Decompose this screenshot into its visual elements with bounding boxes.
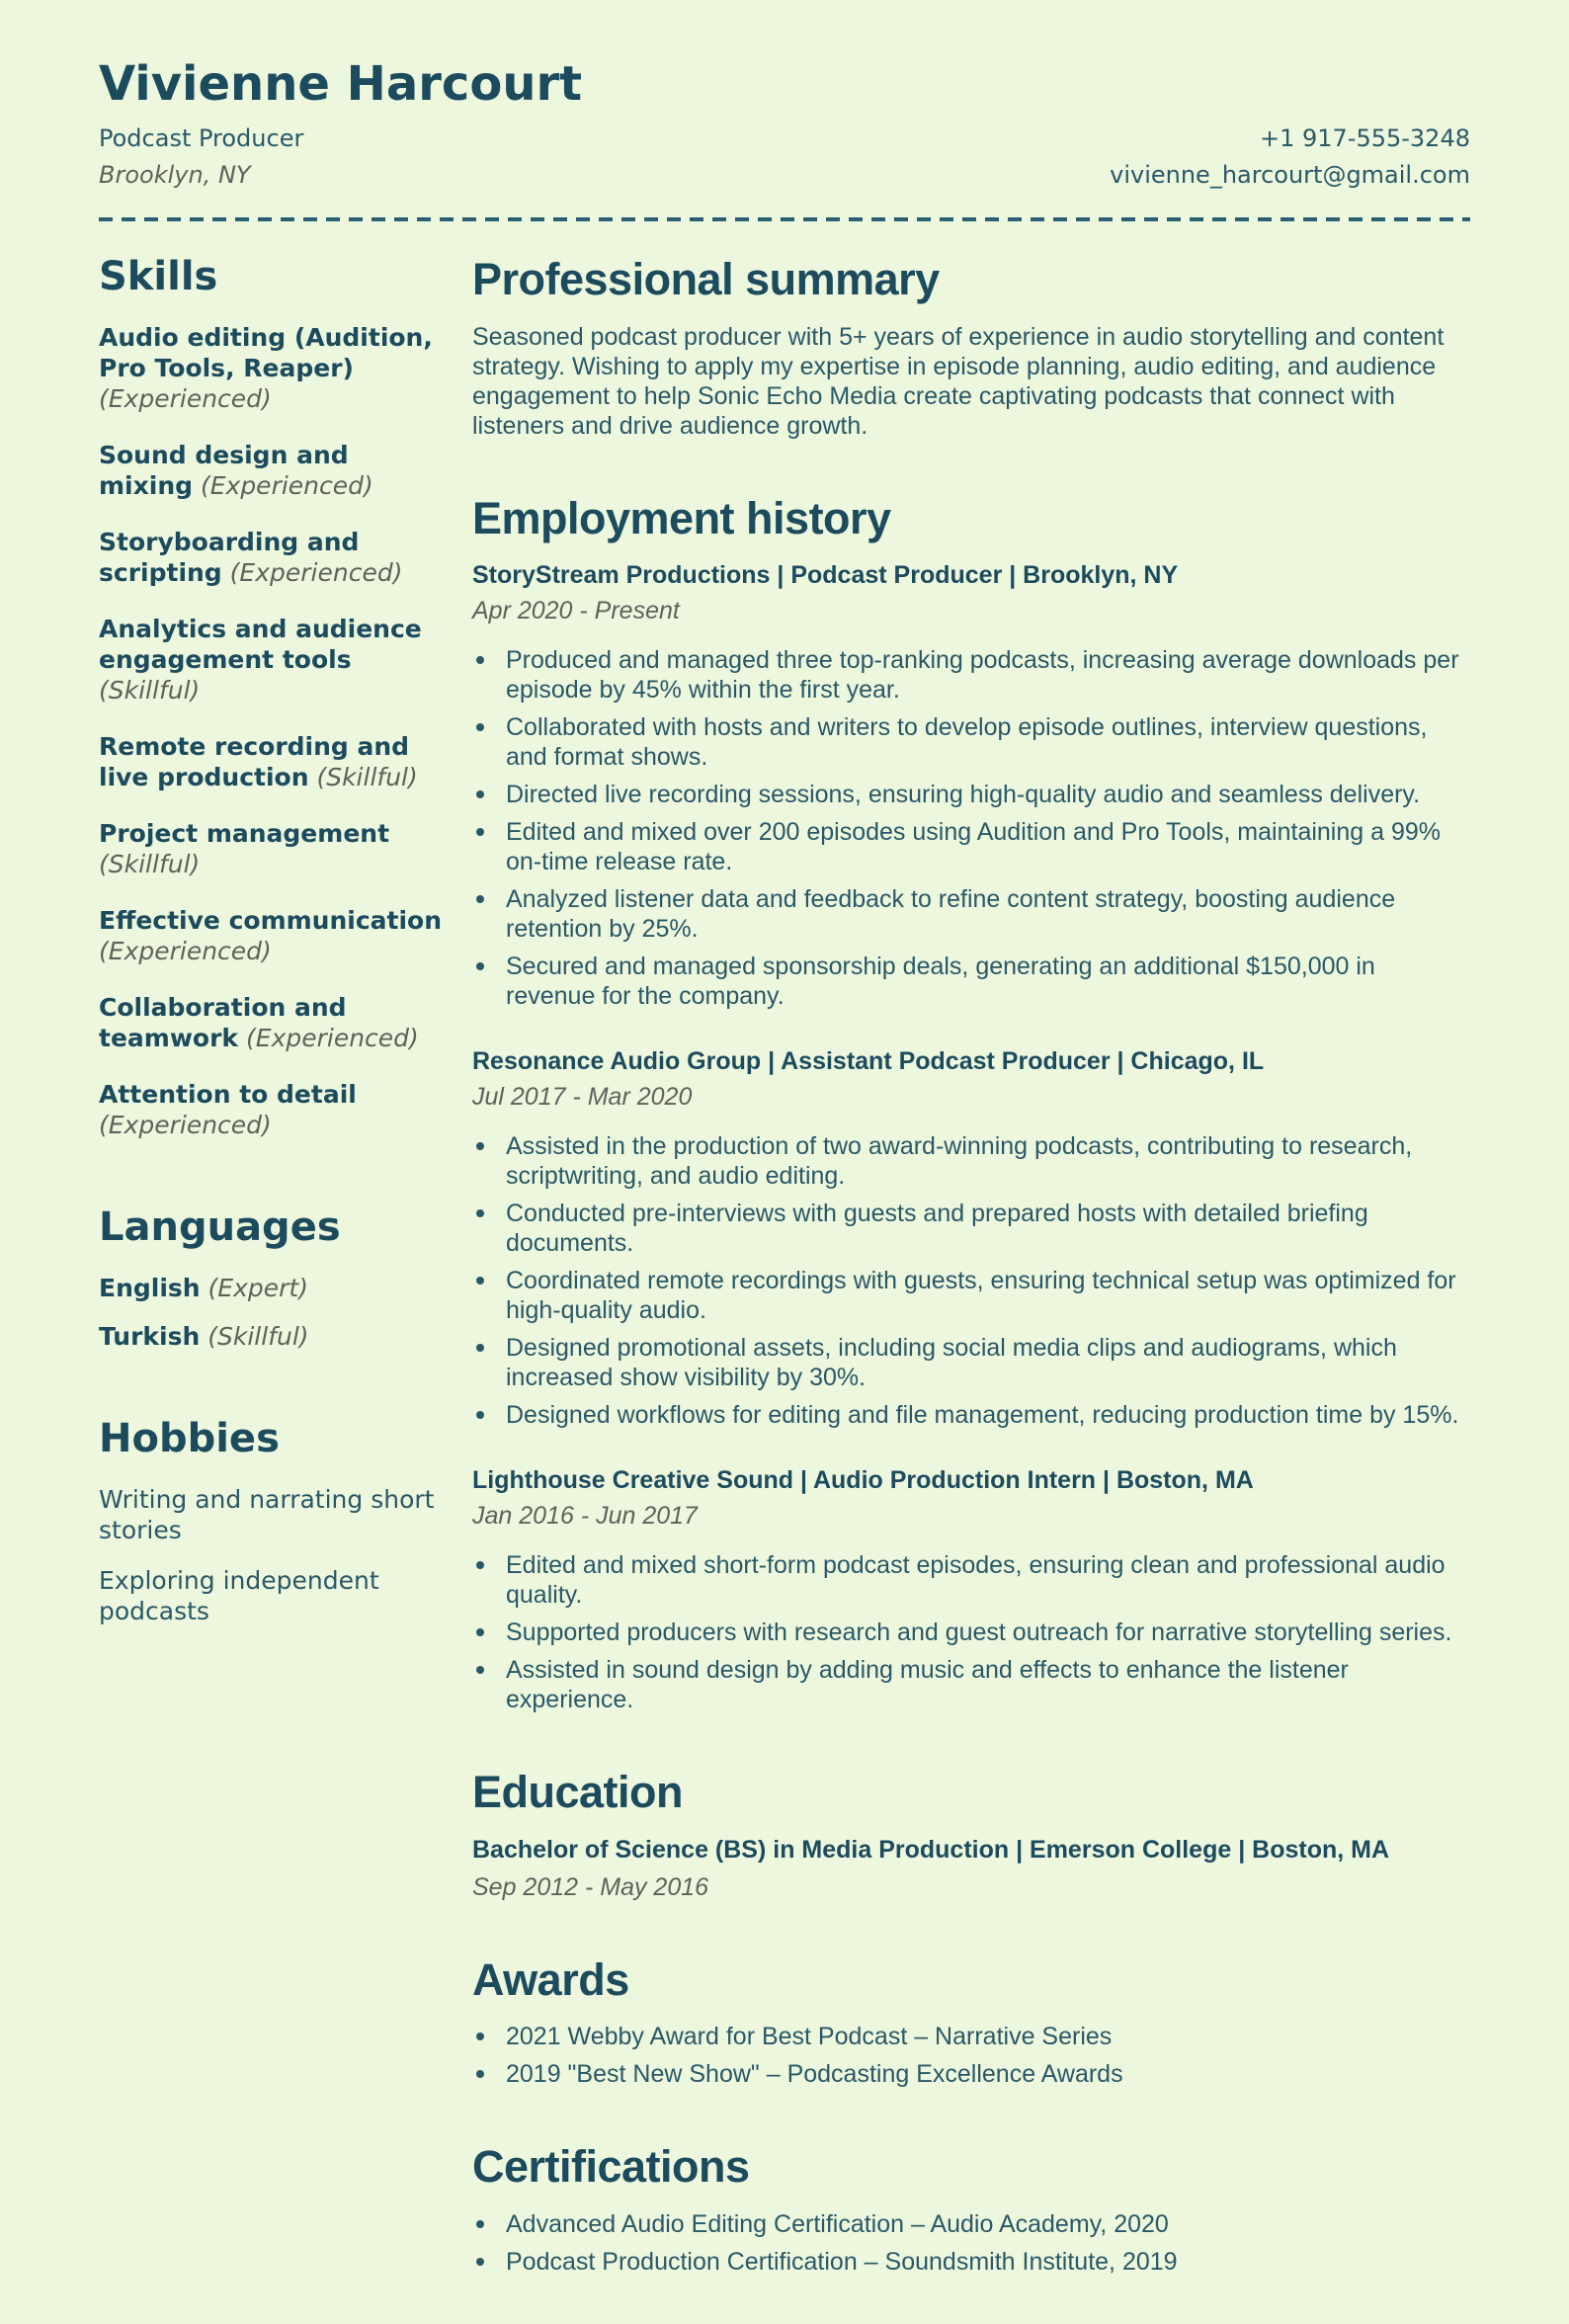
job-bullet: Edited and mixed over 200 episodes using Audition and Pro Tools, maintaining a 99% on-time release rate. xyxy=(472,817,1470,876)
language-name: Turkish xyxy=(99,1322,201,1352)
award-item: 2019 "Best New Show" – Podcasting Excellence Awards xyxy=(472,2059,1470,2089)
job-dates: Jan 2016 - Jun 2017 xyxy=(472,1502,698,1531)
skill-level: (Experienced) xyxy=(99,937,272,966)
job-bullet-list xyxy=(472,1550,1470,1714)
degree-title: Bachelor of Science (BS) in Media Production | Emerson College | Boston, MA xyxy=(472,1835,1390,1864)
skill-name: Sound design and mixing xyxy=(99,441,349,501)
award-item: 2021 Webby Award for Best Podcast – Narrative Series xyxy=(472,2022,1470,2051)
skill-item xyxy=(99,1079,447,1140)
skill-level: (Skillful) xyxy=(99,676,201,706)
skill-level: (Experienced) xyxy=(99,384,272,414)
language-item xyxy=(99,1321,447,1352)
job-title: StoryStream Productions | Podcast Producer | Brooklyn, NY xyxy=(472,561,1179,590)
certifications-section xyxy=(472,2142,1470,2277)
skill-level: (Skillful) xyxy=(99,850,201,879)
skill-level: (Skillful) xyxy=(316,763,418,792)
header-row xyxy=(99,121,1470,194)
awards-heading: Awards xyxy=(472,1953,629,2005)
summary-text: Seasoned podcast producer with 5+ years of experience in audio storytelling and content strategy. Wishing to apply my expertise in episode planning, audio editing, and audience engagement to help Sonic Echo Media create captivating podcasts that connect with listeners and drive audience growth. xyxy=(472,322,1445,440)
employment-section xyxy=(472,494,1470,1715)
job-entry xyxy=(472,560,1470,1011)
job-bullet: Conducted pre-interviews with guests and prepared hosts with detailed briefing documents. xyxy=(472,1199,1470,1258)
job-bullet: Collaborated with hosts and writers to develop episode outlines, interview questions, and format shows. xyxy=(472,712,1470,772)
skill-name: Storyboarding and scripting xyxy=(99,528,360,588)
dashed-divider xyxy=(99,217,1470,221)
candidate-name: Vivienne Harcourt xyxy=(99,56,583,112)
skill-item xyxy=(99,905,447,966)
job-bullet: Designed promotional assets, including social media clips and audiograms, which increased show visibility by 30%. xyxy=(472,1333,1470,1392)
phone-number: +1 917-555-3248 xyxy=(1259,124,1470,153)
employment-heading: Employment history xyxy=(472,492,891,543)
email-address: vivienne_harcourt@gmail.com xyxy=(1110,161,1470,190)
skill-item xyxy=(99,731,447,792)
awards-section xyxy=(472,1955,1470,2090)
language-level: (Expert) xyxy=(207,1274,308,1303)
hobby-item: Writing and narrating short stories xyxy=(99,1485,435,1545)
skill-item xyxy=(99,614,447,706)
language-name: English xyxy=(99,1274,201,1303)
languages-section xyxy=(99,1205,447,1352)
job-title: Lighthouse Creative Sound | Audio Production Intern | Boston, MA xyxy=(472,1466,1254,1495)
skill-item xyxy=(99,992,447,1053)
header-contact xyxy=(1110,121,1470,194)
job-role: Podcast Producer xyxy=(99,124,304,153)
skill-item xyxy=(99,440,447,501)
certifications-list xyxy=(472,2209,1470,2277)
job-bullet: Coordinated remote recordings with guests, ensuring technical setup was optimized for high-quality audio. xyxy=(472,1266,1470,1325)
education-section xyxy=(472,1768,1470,1902)
awards-list xyxy=(472,2022,1470,2089)
skill-level: (Experienced) xyxy=(99,1111,272,1140)
hobbies-heading: Hobbies xyxy=(99,1416,280,1462)
job-bullet: Edited and mixed short-form podcast episodes, ensuring clean and professional audio quality. xyxy=(472,1550,1470,1610)
skill-name: Remote recording and live production xyxy=(99,732,410,792)
summary-heading: Professional summary xyxy=(472,254,940,305)
summary-section xyxy=(472,255,1470,441)
job-bullet-list xyxy=(472,1131,1470,1430)
job-entry xyxy=(472,1046,1470,1430)
job-bullet: Assisted in sound design by adding music and effects to enhance the listener experience. xyxy=(472,1655,1470,1714)
job-bullet: Supported producers with research and guest outreach for narrative storytelling series. xyxy=(472,1618,1470,1647)
job-bullet-list xyxy=(472,645,1470,1011)
header xyxy=(99,56,1470,221)
skill-level: (Experienced) xyxy=(246,1024,419,1053)
job-bullet: Secured and managed sponsorship deals, generating an additional $150,000 in revenue for the company. xyxy=(472,952,1470,1011)
job-bullet: Directed live recording sessions, ensuring high-quality audio and seamless delivery. xyxy=(472,780,1470,809)
certification-item: Advanced Audio Editing Certification – Audio Academy, 2020 xyxy=(472,2209,1470,2239)
skill-level: (Experienced) xyxy=(229,558,403,588)
education-dates: Sep 2012 - May 2016 xyxy=(472,1872,709,1901)
job-bullet: Assisted in the production of two award-winning podcasts, contributing to research, scriptwriting, and audio editing. xyxy=(472,1131,1470,1191)
job-entry xyxy=(472,1465,1470,1714)
job-dates: Jul 2017 - Mar 2020 xyxy=(472,1083,693,1112)
skill-item xyxy=(99,527,447,588)
job-bullet: Produced and managed three top-ranking podcasts, increasing average downloads per episode by 45% within the first year. xyxy=(472,645,1470,705)
language-level: (Skillful) xyxy=(207,1322,309,1352)
skill-name: Attention to detail xyxy=(99,1080,357,1110)
skill-item xyxy=(99,322,447,414)
content-columns xyxy=(99,255,1470,2284)
languages-heading: Languages xyxy=(99,1204,341,1251)
main-column xyxy=(472,255,1470,2284)
skill-level: (Experienced) xyxy=(200,471,373,501)
education-heading: Education xyxy=(472,1767,684,1818)
skill-name: Collaboration and teamwork xyxy=(99,993,347,1053)
skill-name: Audio editing (Audition, Pro Tools, Reaper) xyxy=(99,323,433,383)
hobbies-section xyxy=(99,1417,447,1626)
hobby-item: Exploring independent podcasts xyxy=(99,1566,379,1626)
language-item xyxy=(99,1273,447,1303)
sidebar xyxy=(99,255,447,1646)
certification-item: Podcast Production Certification – Soundsmith Institute, 2019 xyxy=(472,2247,1470,2277)
job-bullet: Analyzed listener data and feedback to refine content strategy, boosting audience retention by 25%. xyxy=(472,884,1470,944)
skill-item xyxy=(99,818,447,879)
header-left xyxy=(99,121,303,194)
skill-name: Analytics and audience engagement tools xyxy=(99,615,422,675)
job-dates: Apr 2020 - Present xyxy=(472,597,680,625)
skill-name: Effective communication xyxy=(99,906,443,936)
location: Brooklyn, NY xyxy=(99,161,251,190)
certifications-heading: Certifications xyxy=(472,2141,750,2193)
job-bullet: Designed workflows for editing and file management, reducing production time by 15%. xyxy=(472,1400,1470,1430)
job-title: Resonance Audio Group | Assistant Podcast Producer | Chicago, IL xyxy=(472,1047,1265,1076)
skills-heading: Skills xyxy=(99,254,218,300)
skill-name: Project management xyxy=(99,819,390,849)
